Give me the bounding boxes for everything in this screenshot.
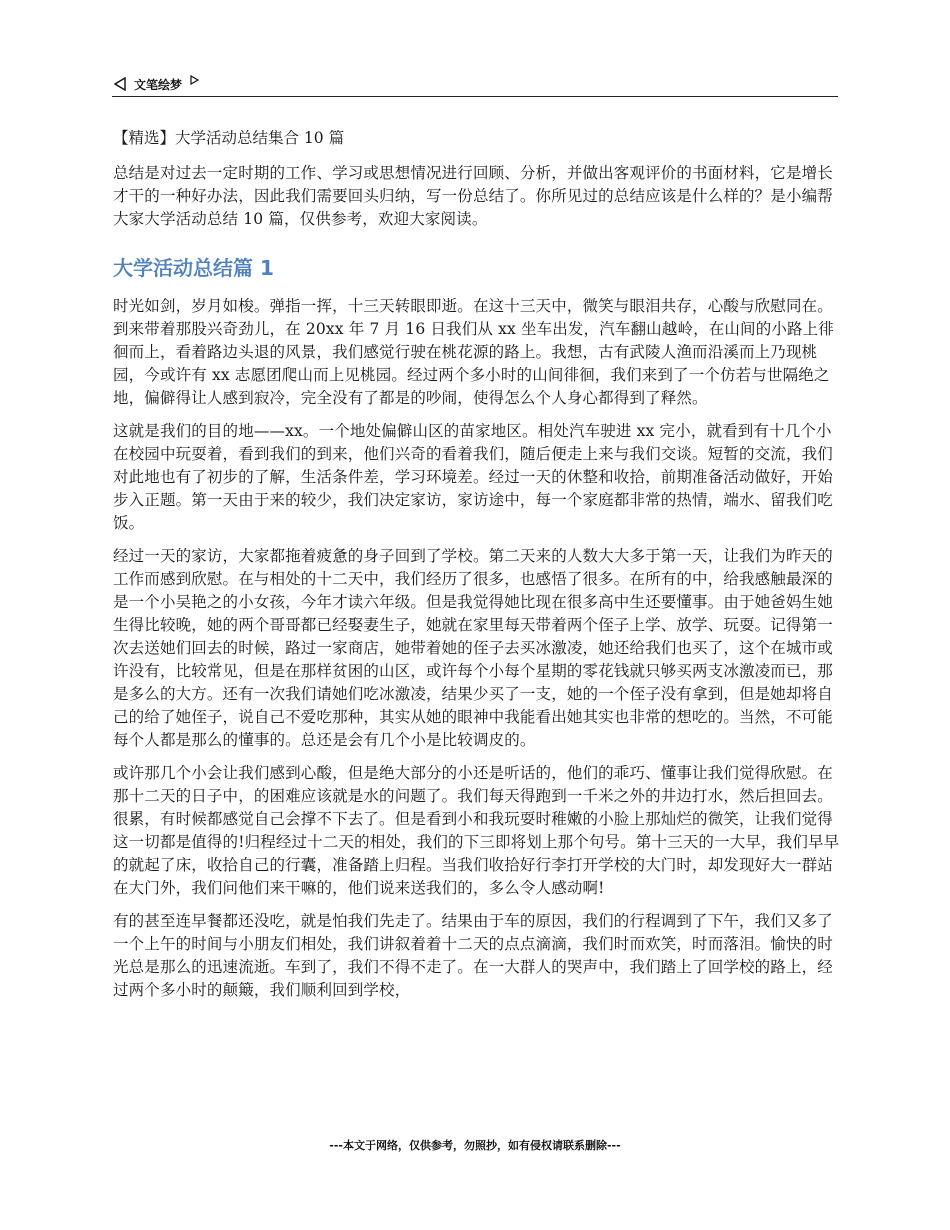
- document-body: [113, 122, 841, 1012]
- body-paragraph: 这就是我们的目的地——xx。一个地处偏僻山区的苗家地区。相处汽车驶进 xx 完小，就看到有十几个小在校园中玩耍着，看到我们的到来，他们兴奇的看着我们，随后便走上来与我们交谈。短暂的交流，我们对此地也有了初步的了解，生活条件差，学习环境差。经过一天的休整和收拾，前期准备活动做好，开始步入正题。第一天由于来的较少，我们决定家访，家访途中，每一个家庭都非常的热情，端水、留我们吃饭。: [113, 422, 833, 532]
- body-paragraph: 经过一天的家访，大家都拖着疲惫的身子回到了学校。第二天来的人数大大多于第一天，让我们为昨天的工作而感到欣慰。在与相处的十二天中，我们经历了很多，也感悟了很多。在所有的中，给我感触最深的是一个小吴艳之的小女孩，今年才读六年级。但是我觉得她比现在很多高中生还要懂事。由于她爸妈生她生得比较晚，她的两个哥哥都已经娶妻生子，她就在家里每天带着两个侄子上学、放学、玩耍。记得第一次去送她们回去的时候，路过一家商店，她带着她的侄子去买冰激凌，她还给我们也买了，这个在城市或许没有，比较常见，但是在那样贫困的山区，或许每个小每个星期的零花钱就只够买两支冰激凌而已，那是多么的大方。还有一次我们请她们吃冰激凌，结果少买了一支，她的一个侄子没有拿到，但是她却将自己的给了她侄子，说自己不爱吃那种，其实从她的眼神中我能看出她其实也非常的想吃的。当然，不可能每个人都是那么的懂事的。总还是会有几个小是比较调皮的。: [113, 547, 833, 749]
- triangle-right-outline-icon: [190, 75, 199, 85]
- document-title: 【精选】大学活动总结集合 10 篇: [113, 129, 345, 147]
- footer-notice: ---本文于网络，仅供参考，勿照抄，如有侵权请联系删除---: [329, 1139, 621, 1152]
- intro-paragraph: 总结是对过去一定时期的工作、学习或思想情况进行回顾、分析，并做出客观评价的书面材料，它是增长才干的一种好办法，因此我们需要回头归纳，写一份总结了。你所见过的总结应该是什么样的？是小编帮大家大学活动总结 10 篇，仅供参考，欢迎大家阅读。: [113, 164, 833, 228]
- brand-name: 文笔绘梦: [134, 77, 183, 92]
- section-heading: 大学活动总结篇 1: [113, 256, 274, 280]
- triangle-left-outline-icon: [114, 77, 126, 91]
- body-paragraph: 或许那几个小会让我们感到心酸，但是绝大部分的小还是听话的，他们的乖巧、懂事让我们觉得欣慰。在那十二天的日子中，的困难应该就是水的问题了。我们每天得跑到一千米之外的井边打水，然后担回去。很累，有时候都感觉自己会撑不下去了。但是看到小和我玩耍时稚嫩的小脸上那灿烂的微笑，让我们觉得这一切都是值得的!归程经过十二天的相处，我们的下三即将划上那个句号。第十三天的一大早，我们早早的就起了床，收拾自己的行囊，准备踏上归程。当我们收拾好行李打开学校的大门时，却发现好大一群站在大门外，我们问他们来干嘛的，他们说来送我们的，多么令人感动啊!: [113, 764, 840, 897]
- body-paragraph: 有的甚至连早餐都还没吃，就是怕我们先走了。结果由于车的原因，我们的行程调到了下午，我们又多了一个上午的时间与小朋友们相处，我们讲叙着着十二天的点点滴滴，我们时而欢笑，时而落泪。愉快的时光总是那么的迅速流逝。车到了，我们不得不走了。在一大群人的哭声中，我们踏上了回学校的路上，经过两个多小时的颠簸，我们顺利回到学校，: [113, 912, 833, 999]
- page-header: [112, 72, 838, 97]
- body-paragraph: 时光如剑，岁月如梭。弹指一挥，十三天转眼即逝。在这十三天中，微笑与眼泪共存，心酸与欣慰同在。到来带着那股兴奇劲儿，在 20xx 年 7 月 16 日我们从 xx 坐车出发，汽车翻山越岭，在山间的小路上徘徊而上，看着路边头退的风景，我们感觉行驶在桃花源的路上。我想，古有武陵人渔而沿溪而上乃现桃园，今或许有 xx 志愿团爬山而上见桃园。经过两个多小时的山间徘徊，我们来到了一个仿若与世隔绝之地，偏僻得让人感到寂冷，完全没有了都是的吵闹，使得怎么个人身心都得到了释然。: [113, 297, 834, 407]
